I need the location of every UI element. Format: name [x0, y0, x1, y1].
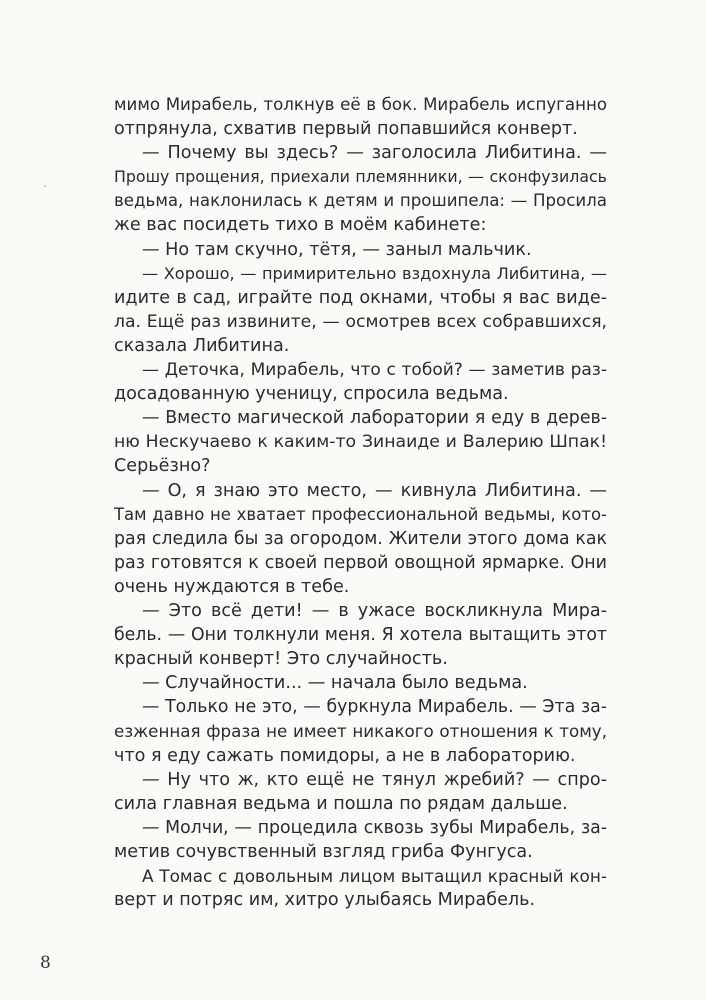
- text-line: ведьма, наклонилась к детям и прошипела: — Просила: [114, 191, 607, 211]
- text-line: идите в сад, играйте под окнами, чтобы я вас виде-: [114, 287, 607, 308]
- text-line: красный конверт! Это случайность.: [114, 649, 448, 670]
- text-line: что я еду сажать помидоры, а не в лабораторию.: [114, 745, 576, 766]
- text-line: раз готовятся к своей первой овощной ярмарке. Они: [114, 552, 607, 573]
- text-line: бель. — Они толкнули меня. Я хотела вытащить этот: [114, 625, 607, 646]
- paper-speck: [44, 185, 46, 187]
- page-number: 8: [40, 953, 51, 973]
- text-line: — Вместо магической лаборатории я еду в дерев-: [142, 408, 607, 429]
- text-line: мимо Мирабель, толкнув её в бок. Мирабель испуганно: [114, 95, 607, 114]
- text-line: — Молчи, — процедила сквозь зубы Мирабель, за-: [142, 817, 607, 838]
- text-line: — Только не это, — буркнула Мирабель. — Эта за-: [142, 697, 607, 718]
- text-line: Прошу прощения, приехали племянники, — сконфузилась: [114, 167, 607, 187]
- text-line: — Почему вы здесь? — заголосила Либитина. —: [142, 143, 607, 164]
- text-line: Там давно не хватает профессиональной ведьмы, кото-: [114, 504, 607, 524]
- body-text: [114, 93, 607, 912]
- text-line: — Но там скучно, тётя, — заныл мальчик.: [142, 239, 532, 260]
- text-line: Серьёзно?: [114, 456, 211, 477]
- text-line: — О, я знаю это место, — кивнула Либитина. —: [142, 480, 607, 501]
- text-line: — Ну что ж, кто ещё не тянул жребий? — спро-: [142, 769, 607, 790]
- text-line: сила главная ведьма и пошла по рядам дальше.: [114, 793, 568, 814]
- text-line: верт и потряс им, хитро улыбаясь Мирабель.: [114, 890, 536, 911]
- text-line: метив сочувственный взгляд гриба Фунгуса.: [114, 841, 533, 862]
- text-line: ла. Ещё раз извините, — осмотрев всех собравшихся,: [114, 311, 607, 332]
- text-line: езженная фраза не имеет никакого отношения к тому,: [114, 721, 607, 742]
- text-line: рая следила бы за огородом. Жители этого дома как: [114, 528, 607, 549]
- text-line: — Это всё дети! — в ужасе воскликнула Мира-: [142, 600, 607, 621]
- text-line: — Деточка, Мирабель, что с тобой? — заметив раз-: [142, 360, 607, 381]
- text-line: отпрянула, схватив первый попавшийся конверт.: [114, 119, 578, 140]
- text-line: очень нуждаются в тебе.: [114, 576, 350, 597]
- text-line: — Случайности... — начала было ведьма.: [142, 673, 528, 694]
- text-line: А Томас с довольным лицом вытащил красный кон-: [142, 866, 607, 886]
- text-line: ню Нескучаево к каким-то Зинаиде и Валерию Шпак!: [114, 432, 607, 453]
- text-line: же вас посидеть тихо в моём кабинете:: [114, 215, 487, 236]
- text-line: — Хорошо, — примирительно вздохнула Либитина, —: [142, 263, 607, 283]
- text-line: сказала Либитина.: [114, 335, 290, 356]
- text-line: досадованную ученицу, спросила ведьма.: [114, 384, 509, 405]
